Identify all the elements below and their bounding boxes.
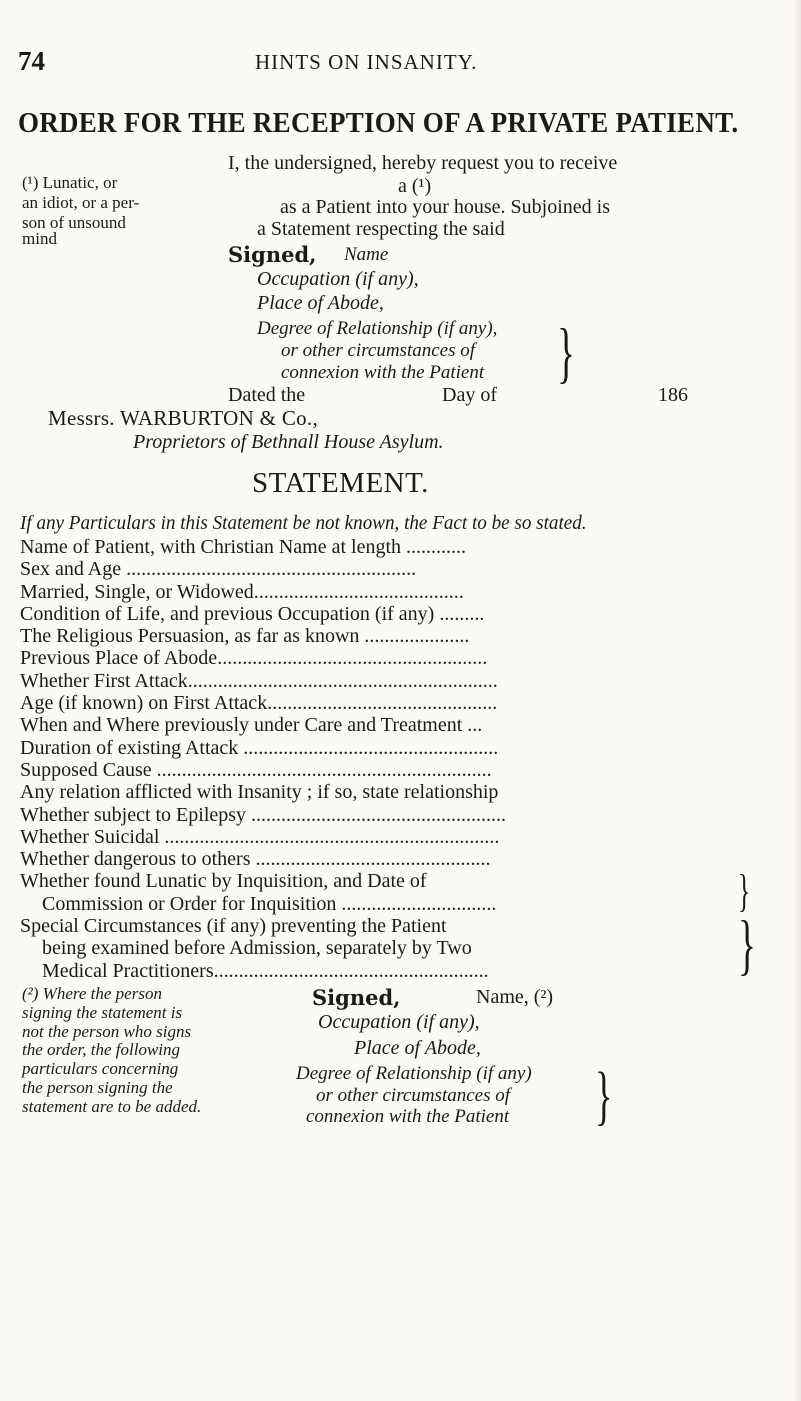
list-item: Whether Suicidal ................................................................... (20, 825, 500, 848)
degree-relationship: Degree of Relationship (if any), or other circumstances of connexion with the Patient (257, 318, 498, 383)
brace-inquisition: } (738, 865, 751, 916)
addressee-firm: Messrs. WARBURTON & Co., (48, 406, 319, 430)
statement-heading: STATEMENT. (252, 467, 429, 499)
particulars-list (20, 536, 760, 982)
page-number: 74 (18, 46, 45, 76)
list-item: Whether subject to Epilepsy ................................................... (20, 803, 507, 826)
list-item: Duration of existing Attack ................................................... (20, 736, 499, 759)
list-item: Any relation afflicted with Insanity ; if so, state relationship (20, 781, 499, 804)
occupation-label: Occupation (if any), (257, 268, 419, 290)
degree-relationship-2: Degree of Relationship (if any) or other circumstances of connexion with the Patient (296, 1063, 532, 1127)
list-item: Commission or Order for Inquisition ............................... (42, 892, 497, 915)
page-edge-shadow (793, 0, 801, 1401)
signed-label: Signed, (228, 242, 317, 267)
brace-right-2: } (595, 1059, 613, 1132)
abode-label: Place of Abode, (257, 292, 384, 314)
addressee-proprietors: Proprietors of Bethnall House Asylum. (133, 431, 444, 453)
statement-note: If any Particulars in this Statement be not known, the Fact to be so stated. (20, 512, 587, 534)
request-line-3: as a Patient into your house. Subjoined is (280, 196, 610, 218)
dated-label: Dated the (228, 384, 306, 406)
abode-label-2: Place of Abode, (354, 1037, 481, 1059)
list-item: The Religious Persuasion, as far as known ..................... (20, 625, 470, 648)
running-title: HINTS ON INSANITY. (255, 50, 478, 74)
footnote-2: (²) Where the person signing the statement is not the person who signs the order, the following particulars concerning the person signing the statement are to be added. (22, 984, 202, 1116)
list-item: Sex and Age .......................................................... (20, 558, 417, 581)
list-item: Married, Single, or Widowed.......................................... (20, 580, 464, 603)
list-item: Whether found Lunatic by Inquisition, and Date of (20, 870, 427, 893)
list-item: being examined before Admission, separately by Two (42, 937, 472, 960)
list-item: Condition of Life, and previous Occupation (if any) ......... (20, 602, 485, 625)
occupation-label-2: Occupation (if any), (318, 1011, 480, 1033)
margin-note-lunatic: (¹) Lunatic, or an idiot, or a per- son of unsound mind (22, 173, 140, 248)
list-item: Whether First Attack.............................................................. (20, 669, 498, 692)
name-label-2: Name, (²) (476, 986, 554, 1008)
name-label: Name (344, 244, 389, 265)
request-line-2: a (¹) (398, 175, 432, 197)
list-item: Name of Patient, with Christian Name at length ............ (20, 536, 467, 558)
list-item: When and Where previously under Care and Treatment ... (20, 714, 483, 737)
signed-label-2: Signed, (312, 985, 401, 1010)
request-line-4: a Statement respecting the said (257, 218, 505, 240)
year-label: 186 (658, 384, 688, 406)
request-line-1: I, the undersigned, hereby request you to receive (228, 152, 618, 174)
list-item: Supposed Cause ................................................................... (20, 758, 492, 781)
day-of-label: Day of (442, 384, 497, 406)
list-item: Special Circumstances (if any) preventing the Patient (20, 915, 447, 938)
list-item: Whether dangerous to others ............................................... (20, 848, 491, 871)
list-item: Age (if known) on First Attack.............................................. (20, 692, 498, 715)
brace-right: } (557, 314, 575, 390)
document-title: ORDER FOR THE RECEPTION OF A PRIVATE PATIENT. (18, 107, 739, 139)
list-item: Medical Practitioners....................................................... (42, 959, 489, 982)
brace-special-circumstances: } (738, 906, 756, 982)
list-item: Previous Place of Abode...................................................... (20, 647, 488, 670)
